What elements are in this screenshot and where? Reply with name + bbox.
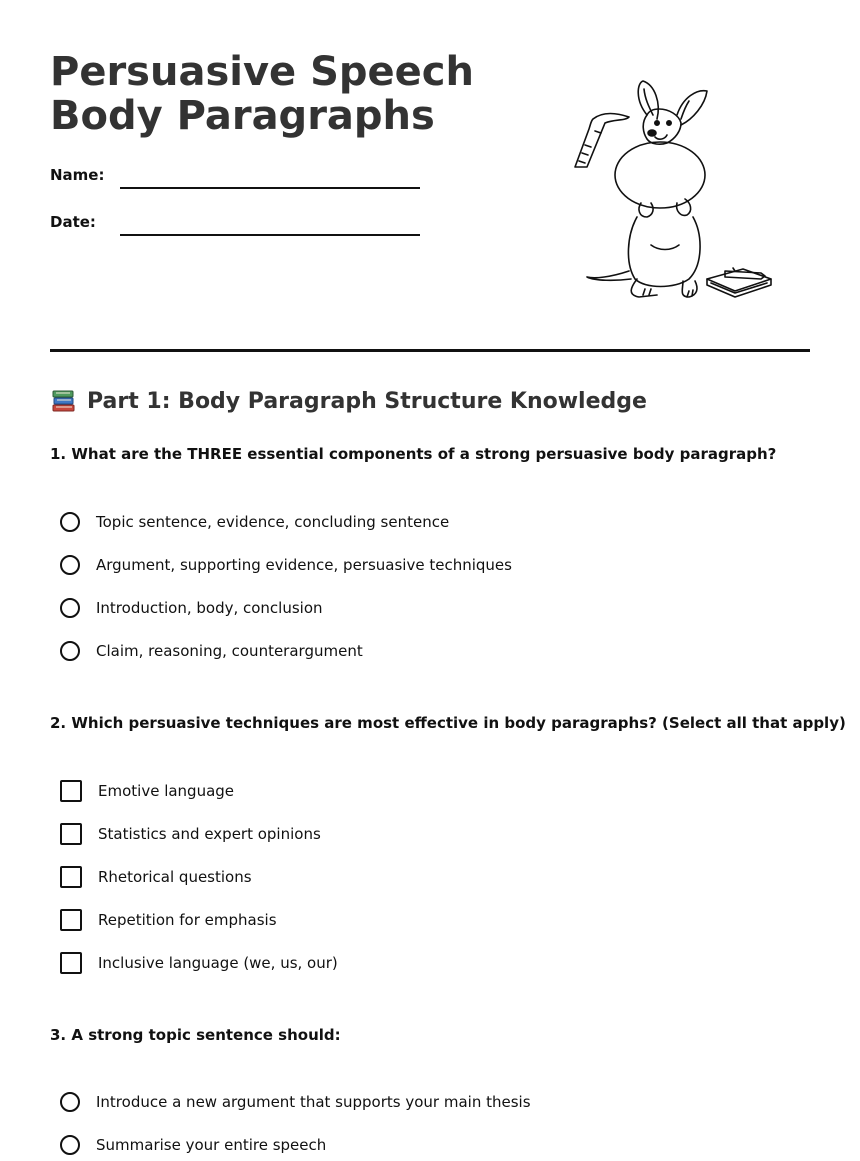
option-label: Inclusive language (we, us, our) xyxy=(98,954,338,972)
radio-button[interactable] xyxy=(60,1092,80,1112)
radio-button[interactable] xyxy=(60,641,80,661)
q2-option-1[interactable] xyxy=(60,778,234,804)
checkbox[interactable] xyxy=(60,780,82,802)
question-1-prompt: 1. What are the THREE essential components of a strong persuasive body paragraph? xyxy=(50,445,777,463)
radio-button[interactable] xyxy=(60,512,80,532)
checkbox[interactable] xyxy=(60,823,82,845)
q1-option-2[interactable] xyxy=(60,552,512,578)
q2-option-3[interactable] xyxy=(60,864,252,890)
section-divider xyxy=(50,349,810,352)
q3-option-2[interactable] xyxy=(60,1132,326,1158)
question-3-prompt: 3. A strong topic sentence should: xyxy=(50,1026,341,1044)
option-label: Rhetorical questions xyxy=(98,868,252,886)
name-field[interactable] xyxy=(120,187,420,189)
part1-heading xyxy=(50,388,647,415)
books-icon xyxy=(50,388,77,415)
checkbox[interactable] xyxy=(60,909,82,931)
date-field[interactable] xyxy=(120,234,420,236)
option-label: Argument, supporting evidence, persuasive techniques xyxy=(96,556,512,574)
q2-option-2[interactable] xyxy=(60,821,321,847)
checkbox[interactable] xyxy=(60,952,82,974)
option-label: Repetition for emphasis xyxy=(98,911,277,929)
option-label: Emotive language xyxy=(98,782,235,800)
option-label: Introduction, body, conclusion xyxy=(96,599,323,617)
q1-option-3[interactable] xyxy=(60,595,323,621)
date-label: Date: xyxy=(50,213,96,231)
q1-option-4[interactable] xyxy=(60,638,363,664)
option-label: Claim, reasoning, counterargument xyxy=(96,642,363,660)
option-label: Statistics and expert opinions xyxy=(98,825,321,843)
question-2-prompt: 2. Which persuasive techniques are most effective in body paragraphs? (Select all that apply) xyxy=(50,714,846,732)
name-label: Name: xyxy=(50,166,105,184)
q2-option-5[interactable] xyxy=(60,950,338,976)
part1-heading-text: Part 1: Body Paragraph Structure Knowledge xyxy=(87,389,647,414)
checkbox[interactable] xyxy=(60,866,82,888)
radio-button[interactable] xyxy=(60,598,80,618)
option-label: Summarise your entire speech xyxy=(96,1136,327,1154)
kangaroo-illustration xyxy=(565,75,785,305)
q1-option-1[interactable] xyxy=(60,509,449,535)
q3-option-1[interactable] xyxy=(60,1089,531,1115)
option-label: Topic sentence, evidence, concluding sentence xyxy=(96,513,450,531)
worksheet-title: Persuasive Speech Body Paragraphs xyxy=(50,49,474,139)
radio-button[interactable] xyxy=(60,555,80,575)
radio-button[interactable] xyxy=(60,1135,80,1155)
option-label: Introduce a new argument that supports your main thesis xyxy=(96,1093,531,1111)
q2-option-4[interactable] xyxy=(60,907,277,933)
